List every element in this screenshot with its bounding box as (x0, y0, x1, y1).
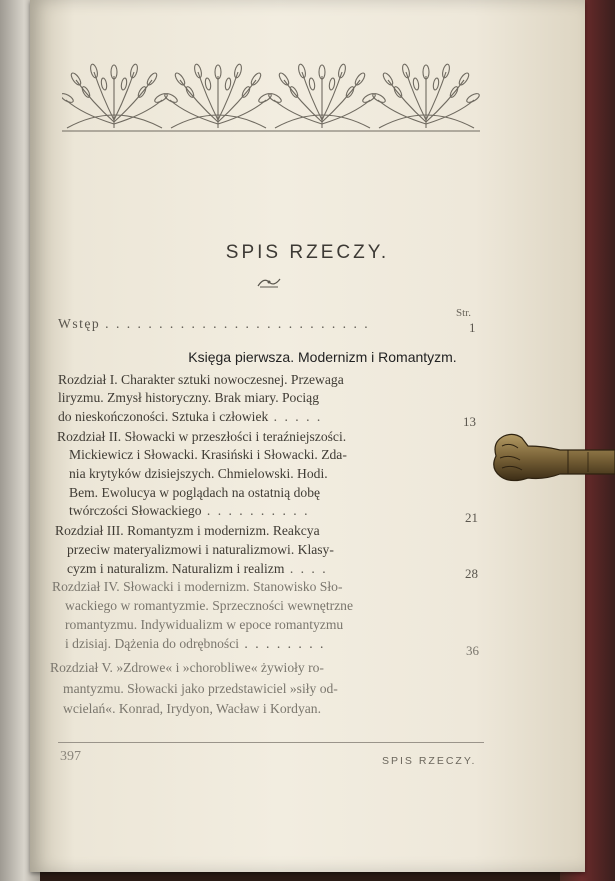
entry-text: Mickiewicz i Słowacki. Krasiński i Słowacki. Zda- (69, 447, 347, 462)
entry-text: Rozdział III. Romantyzm i modernizm. Reakcya (55, 523, 320, 538)
entry-text: liryzmu. Zmysł historyczny. Brak miary. Pociąg (58, 390, 319, 405)
entry-text: mantyzmu. Słowacki jako przedstawiciel »siły od- (63, 681, 338, 696)
fleuron-icon (256, 275, 282, 289)
toc-line (65, 637, 325, 651)
toc-line (69, 467, 328, 481)
toc-line (50, 661, 324, 675)
entry-text: i dzisiaj. Dążenia do odrębności (65, 636, 240, 651)
page-title: SPIS RZECZY. (225, 242, 390, 263)
toc-line (65, 618, 343, 632)
entry-text: Rozdział II. Słowacki w przeszłości i teraźniejszości. (57, 429, 347, 444)
wheat-ornament-icon (62, 62, 480, 134)
entry-text: twórczości Słowackiego (69, 503, 202, 518)
entry-text: romantyzmu. Indywidualizm w epoce romantyzmu (65, 617, 344, 632)
entry-text: Rozdział I. Charakter sztuki nowoczesnej. Przewaga (58, 372, 344, 387)
page-number: 28 (465, 566, 478, 581)
entry-text: cyzm i naturalizm. Naturalizm i realizm (67, 561, 285, 576)
toc-line (55, 524, 320, 538)
leader-dots: . . . . . . . . . . (201, 503, 310, 518)
page-number: 1 (469, 320, 476, 335)
entry-text: Rozdział IV. Słowacki i modernizm. Stanowisko Sło- (52, 579, 343, 594)
entry-text: przeciw materyalizmowi i naturalizmowi. Klasy- (67, 542, 334, 557)
toc-line (69, 486, 320, 500)
page-number: 21 (465, 510, 478, 525)
entry-text: wcielań«. Konrad, Irydyon, Wacław i Kordyan. (63, 701, 321, 716)
footer-rule (58, 742, 484, 743)
leader-dots: . . . . (284, 561, 328, 576)
toc-line (67, 562, 328, 576)
entry-text: Bem. Ewolucya w poglądach na ostatnią dobę (69, 485, 321, 500)
toc-line (57, 430, 346, 444)
entry-text: Wstęp (58, 316, 101, 331)
toc-line (63, 682, 338, 696)
toc-line (69, 448, 347, 462)
toc-line (67, 543, 334, 557)
page-number: 36 (466, 643, 479, 658)
entry-text: nia krytyków dzisiejszych. Chmielowski. Hodi. (69, 466, 328, 481)
toc-line (58, 317, 370, 331)
leader-dots: . . . . . (268, 409, 323, 424)
entry-text: wackiego w romantyzmie. Sprzeczności wewnętrzne (65, 598, 353, 613)
hand-clasp-icon (488, 428, 615, 488)
entry-text: Rozdział V. »Zdrowe« i »chorobliwe« żywioły ro- (50, 660, 324, 675)
toc-line (63, 702, 321, 716)
toc-line (52, 580, 342, 594)
leader-dots: . . . . . . . . . . . . . . . . . . . . . . . . . (105, 316, 370, 331)
page-column-label: Str. (456, 307, 471, 319)
running-head: SPIS RZECZY. (382, 755, 477, 767)
toc-line (58, 391, 319, 405)
page-number: 13 (463, 414, 476, 429)
toc-line (58, 373, 344, 387)
toc-line (58, 410, 322, 424)
toc-line (69, 504, 309, 518)
page-folio: 397 (60, 749, 81, 764)
section-heading: Księga pierwsza. Modernizm i Romantyzm. (188, 349, 457, 365)
entry-text: do nieskończoności. Sztuka i człowiek (58, 409, 269, 424)
toc-line (65, 599, 353, 613)
leader-dots: . . . . . . . . (239, 636, 326, 651)
